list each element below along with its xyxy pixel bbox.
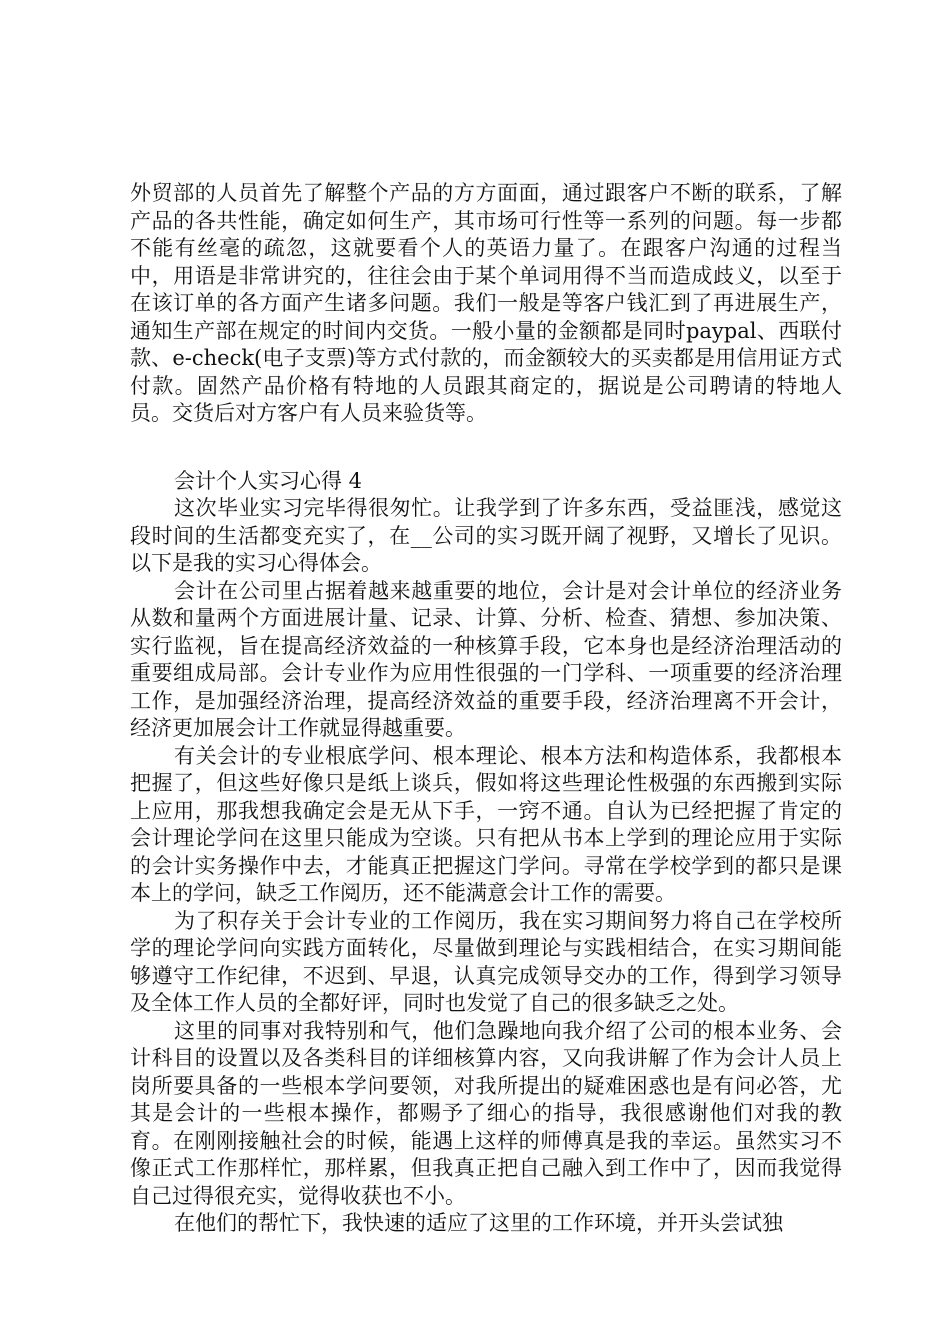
document-page — [130, 180, 842, 1238]
body-paragraph: 会计在公司里占据着越来越重要的地位，会计是对会计单位的经济业务从数和量两个方面进展计量、记录、计算、分析、检查、猜想、参加决策、实行监视，旨在提高经济效益的一种核算手段，它本身也是经济治理活动的重要组成局部。会计专业作为应用性很强的一门学科、一项重要的经济治理工作，是加强经济治理，提高经济效益的重要手段，经济治理离不开会计，经济更加展会计工作就显得越重要。 — [130, 578, 842, 740]
body-paragraph: 这次毕业实习完毕得很匆忙。让我学到了许多东西，受益匪浅，感觉这段时间的生活都变充实了，在__公司的实习既开阔了视野，又增长了见识。以下是我的实习心得体会。 — [130, 496, 842, 575]
body-paragraph: 有关会计的专业根底学问、根本理论、根本方法和构造体系，我都根本把握了，但这些好像只是纸上谈兵，假如将这些理论性极强的东西搬到实际上应用，那我想我确定会是无从下手，一窍不通。自认为已经把握了肯定的会计理论学问在这里只能成为空谈。只有把从书本上学到的理论应用于实际的会计实务操作中去，才能真正把握这门学问。寻常在学校学到的都只是课本上的学问，缺乏工作阅历，还不能满意会计工作的需要。 — [130, 743, 842, 905]
body-paragraph: 这里的同事对我特别和气，他们急躁地向我介绍了公司的根本业务、会计科目的设置以及各类科目的详细核算内容，又向我讲解了作为会计人员上岗所要具备的一些根本学问要领，对我所提出的疑难困惑也是有问必答，尤其是会计的一些根本操作，都赐予了细心的指导，我很感谢他们对我的教育。在刚刚接触社会的时候，能遇上这样的师傅真是我的幸运。虽然实习不像正式工作那样忙，那样累，但我真正把自己融入到工作中了，因而我觉得自己过得很充实，觉得收获也不小。 — [130, 1018, 842, 1208]
body-paragraph: 为了积存关于会计专业的工作阅历，我在实习期间努力将自己在学校所学的理论学问向实践方面转化，尽量做到理论与实践相结合，在实习期间能够遵守工作纪律，不迟到、早退，认真完成领导交办的工作，得到学习领导及全体工作人员的全都好评，同时也发觉了自己的很多缺乏之处。 — [130, 908, 842, 1015]
body-paragraph: 在他们的帮忙下，我快速的适应了这里的工作环境，并开头尝试独 — [174, 1211, 783, 1235]
section-title: 会计个人实习心得 4 — [174, 468, 363, 493]
section-spacer — [130, 428, 842, 468]
intro-paragraph: 外贸部的人员首先了解整个产品的方方面面，通过跟客户不断的联系，了解产品的各共性能，确定如何生产，其市场可行性等一系列的问题。每一步都不能有丝毫的疏忽，这就要看个人的英语力量了。在跟客户沟通的过程当中，用语是非常讲究的，往往会由于某个单词用得不当而造成歧义，以至于在该订单的各方面产生诸多问题。我们一般是等客户钱汇到了再进展生产，通知生产部在规定的时间内交货。一般小量的金额都是同时paypal、西联付款、e-check(电子支票)等方式付款的，而金额较大的买卖都是用信用证方式付款。固然产品价格有特地的人员跟其商定的，据说是公司聘请的特地人员。交货后对方客户有人员来验货等。 — [130, 181, 842, 425]
